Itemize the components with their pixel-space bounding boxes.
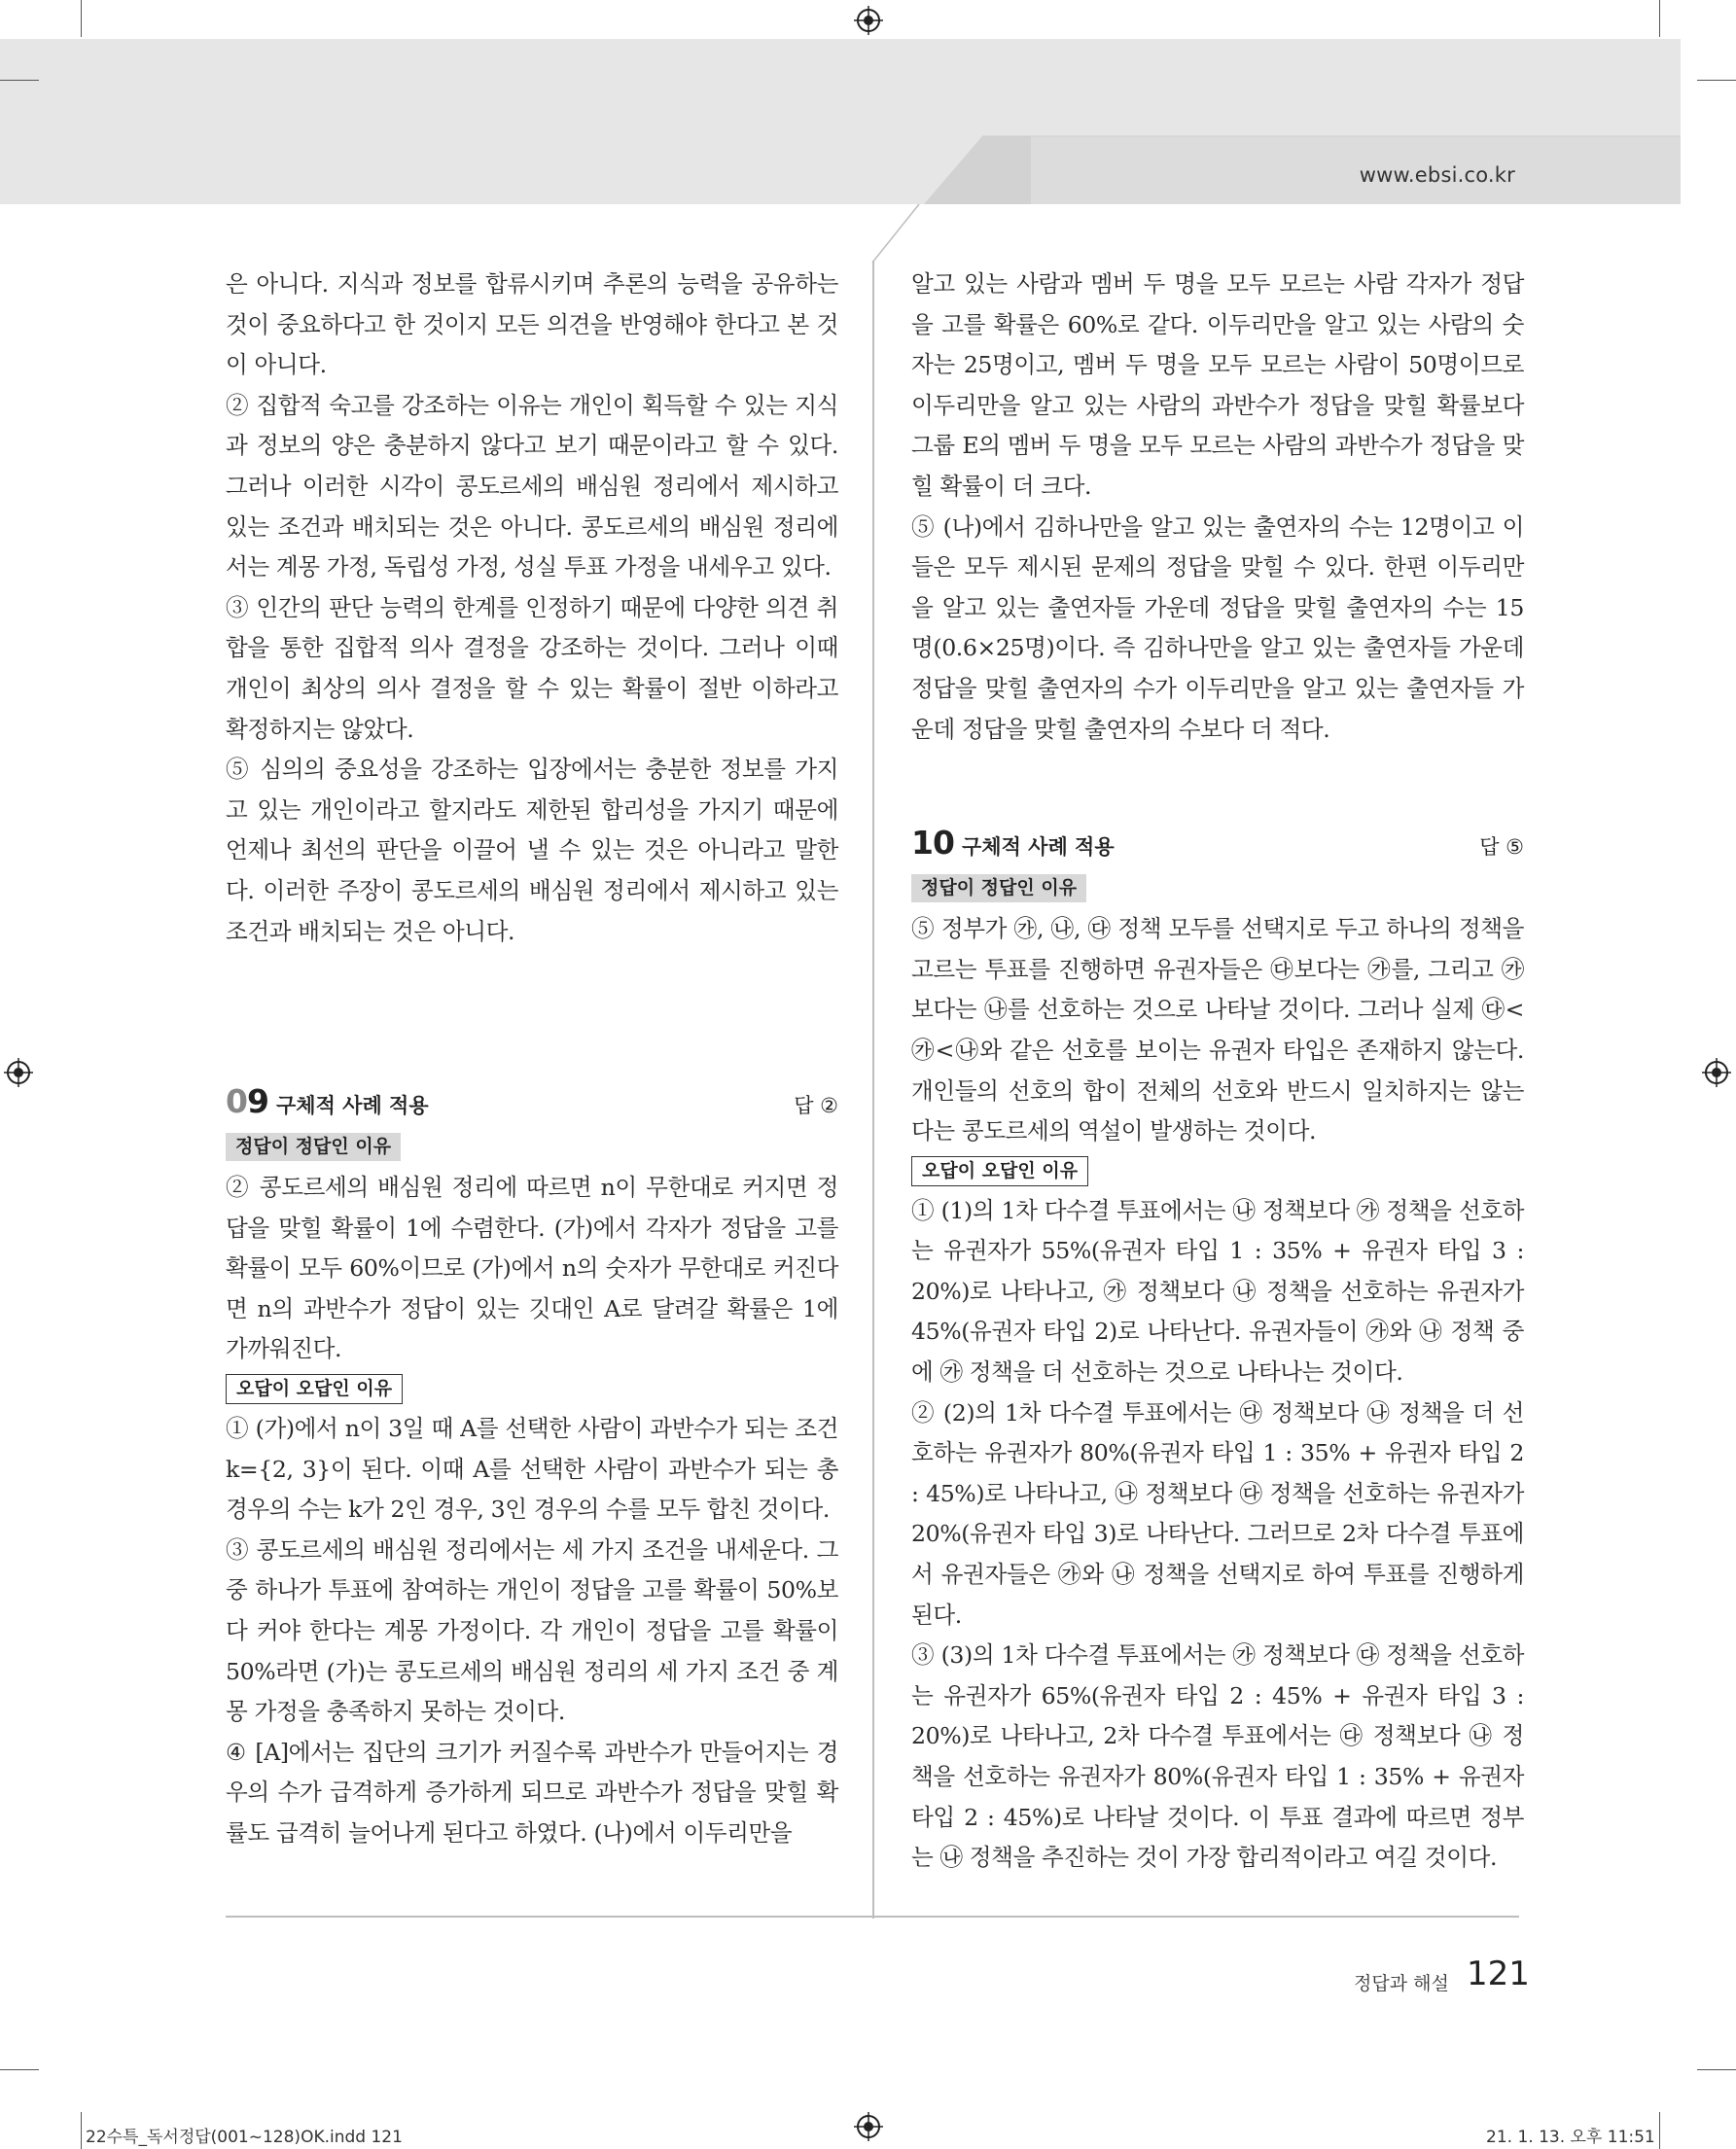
correct-tag-row [911, 870, 1524, 909]
spacer [911, 750, 1524, 820]
right-column [911, 264, 1524, 1879]
left-intro-paragraph: ⑤ 심의의 중요성을 강조하는 입장에서는 충분한 정보를 가지고 있는 개인이라고 할지라도 제한된 합리성을 가지기 때문에 언제나 최선의 판단을 이끌어 낼 수 있는 것은 아니라고 말한다. 이러한 주장이 콩도르세의 배심원 정리에서 제시하고 있는 조건과 배치되는 것은 아니다. [226, 756, 838, 945]
footer-label: 정답과 해설 [1354, 1973, 1449, 1994]
correct-reason-tag: 정답이 정답인 이유 [226, 1133, 401, 1161]
bottom-rule [226, 1916, 1519, 1918]
crop-mark-top-left [81, 0, 82, 37]
crop-mark-right-bottom [1697, 2069, 1736, 2070]
wrong-reason-tag: 오답이 오답인 이유 [911, 1156, 1088, 1186]
section-title: 구체적 사례 적용 [276, 1094, 429, 1118]
header-url[interactable]: www.ebsi.co.kr [1359, 163, 1515, 187]
registration-mark-right [1702, 1058, 1731, 1087]
wrong-reason-tag: 오답이 오답인 이유 [226, 1374, 403, 1404]
crop-mark-left-top [0, 80, 39, 81]
header-diagonal-decoration [0, 0, 1736, 272]
wrong-paragraph: ③ 콩도르세의 배심원 정리에서는 세 가지 조건을 내세운다. 그중 하나가 투표에 참여하는 개인이 정답을 고를 확률이 50%보다 커야 한다는 계몽 가정이다. 각 개인이 정답을 고를 확률이 50%라면 (가)는 콩도르세의 배심원 정리의 세 가지 조건 중 계몽 가정을 충족하지 못하는 것이다. [226, 1535, 838, 1726]
crop-mark-right-top [1697, 80, 1736, 81]
registration-mark-bottom [854, 2112, 883, 2141]
left-intro-paragraph: 은 아니다. 지식과 정보를 합류시키며 추론의 능력을 공유하는 것이 중요하다고 한 것이지 모든 의견을 반영해야 한다고 본 것이 아니다. [226, 270, 838, 379]
wrong-tag-row [226, 1370, 838, 1409]
print-slug-filename: 22수특_독서정답(001~128)OK.indd 121 [86, 2128, 403, 2147]
right-intro-paragraph: ⑤ (나)에서 김하나만을 알고 있는 출연자의 수는 12명이고 이들은 모두 제시된 문제의 정답을 맞힐 수 있다. 한편 이두리만을 알고 있는 출연자들 가운데 정답을 맞힐 출연자의 수는 15명(0.6×25명)이다. 즉 김하나만을 알고 있는 출연자들 가운데 정답을 맞힐 출연자의 수가 이두리만을 알고 있는 출연자들 가운데 정답을 맞힐 출연자의 수보다 더 적다. [911, 512, 1524, 743]
wrong-tag-row [911, 1152, 1524, 1191]
left-intro-paragraph: ③ 인간의 판단 능력의 한계를 인정하기 때문에 다양한 의견 취합을 통한 집합적 의사 결정을 강조하는 것이다. 그러나 이때 개인이 최상의 의사 결정을 할 수 있는 확률이 절반 이하라고 확정하지는 않았다. [226, 593, 838, 743]
wrong-paragraph: ② (2)의 1차 다수결 투표에서는 ㉰ 정책보다 ㉯ 정책을 더 선호하는 유권자가 80%(유권자 타입 1 : 35% + 유권자 타입 2 : 45%)로 나타나고, ㉯ 정책보다 ㉰ 정책을 선호하는 유권자가 20%(유권자 타입 3)로 나타난다. 그러므로 2차 다수결 투표에서 유권자들은 ㉮와 ㉯ 정책을 선택지로 하여 투표를 진행하게 된다. [911, 1398, 1524, 1629]
correct-paragraph: ② 콩도르세의 배심원 정리에 따르면 n이 무한대로 커지면 정답을 맞힐 확률이 1에 수렴한다. (가)에서 각자가 정답을 고를 확률이 모두 60%이므로 (가)에서 n의 숫자가 무한대로 커진다면 n의 과반수가 정답이 있는 깃대인 A로 달려갈 확률은 1에 가까워진다. [226, 1174, 838, 1363]
section-answer: 답 ② [794, 1094, 838, 1118]
spacer [226, 952, 838, 1078]
section-10-header [911, 820, 1524, 870]
wrong-paragraph: ④ [A]에서는 집단의 크기가 커질수록 과반수가 만들어지는 경우의 수가 급격하게 증가하게 되므로 과반수가 정답을 맞힐 확률도 급격히 늘어나게 된다고 하였다. (나)에서 이두리만을 [226, 1738, 838, 1847]
section-number: 10 [911, 824, 954, 863]
section-answer: 답 ⑤ [1479, 835, 1524, 860]
registration-mark-top [854, 6, 883, 35]
wrong-paragraph: ③ (3)의 1차 다수결 투표에서는 ㉮ 정책보다 ㉰ 정책을 선호하는 유권자가 65%(유권자 타입 2 : 45% + 유권자 타입 3 : 20%)로 나타나고, 2차 다수결 투표에서는 ㉰ 정책보다 ㉯ 정책을 선호하는 유권자가 80%(유권자 타입 1 : 35% + 유권자 타입 2 : 45%)로 나타날 것이다. 이 투표 결과에 따르면 정부는 ㉯ 정책을 추진하는 것이 가장 합리적이라고 여길 것이다. [911, 1641, 1524, 1872]
correct-paragraph: ⑤ 정부가 ㉮, ㉯, ㉰ 정책 모두를 선택지로 두고 하나의 정책을 고르는 투표를 진행하면 유권자들은 ㉰보다는 ㉮를, 그리고 ㉮보다는 ㉯를 선호하는 것으로 나타날 것이다. 그러나 실제 ㉰<㉮<㉯와 같은 선호를 보이는 유권자 타입은 존재하지 않는다. 개인들의 선호의 합이 전체의 선호와 반드시 일치하지는 않는다는 콩도르세의 역설이 발생하는 것이다. [911, 915, 1524, 1145]
right-intro-paragraph: 알고 있는 사람과 멤버 두 명을 모두 모르는 사람 각자가 정답을 고를 확률은 60%로 같다. 이두리만을 알고 있는 사람의 숫자는 25명이고, 멤버 두 명을 모두 모르는 사람이 50명이므로 이두리만을 알고 있는 사람의 과반수가 정답을 맞힐 확률보다 그룹 E의 멤버 두 명을 모두 모르는 사람의 과반수가 정답을 맞힐 확률이 더 크다. [911, 270, 1524, 500]
wrong-paragraph: ① (가)에서 n이 3일 때 A를 선택한 사람이 과반수가 되는 조건 k={2, 3}이 된다. 이때 A를 선택한 사람이 과반수가 되는 총경우의 수는 k가 2인 경우, 3인 경우의 수를 모두 합친 것이다. [226, 1415, 838, 1524]
left-intro-paragraph: ② 집합적 숙고를 강조하는 이유는 개인이 획득할 수 있는 지식과 정보의 양은 충분하지 않다고 보기 때문이라고 할 수 있다. 그러나 이러한 시각이 콩도르세의 배심원 정리에서 제시하고 있는 조건과 배치되는 것은 아니다. 콩도르세의 배심원 정리에서는 계몽 가정, 독립성 가정, 성실 투표 가정을 내세우고 있다. [226, 391, 838, 581]
registration-mark-left [4, 1058, 33, 1087]
crop-mark-bottom-right [1659, 2112, 1660, 2149]
correct-reason-tag: 정답이 정답인 이유 [911, 874, 1086, 902]
left-column [226, 264, 838, 1854]
column-divider [872, 261, 874, 1919]
crop-mark-bottom-left [81, 2112, 82, 2149]
wrong-paragraph: ① (1)의 1차 다수결 투표에서는 ㉯ 정책보다 ㉮ 정책을 선호하는 유권자가 55%(유권자 타입 1 : 35% + 유권자 타입 3 : 20%)로 나타나고, ㉮ 정책보다 ㉯ 정책을 선호하는 유권자가 45%(유권자 타입 2)로 나타난다. 유권자들이 ㉮와 ㉯ 정책 중에 ㉮ 정책을 더 선호하는 것으로 나타나는 것이다. [911, 1196, 1524, 1387]
print-slug-timestamp: 21. 1. 13. 오후 11:51 [1486, 2128, 1655, 2147]
page-number: 121 [1467, 1955, 1530, 1993]
correct-tag-row [226, 1129, 838, 1168]
section-title: 구체적 사례 적용 [962, 835, 1115, 860]
crop-mark-top-right [1659, 0, 1660, 37]
section-09-header [226, 1078, 838, 1129]
crop-mark-left-bottom [0, 2069, 39, 2070]
section-number: 09 [226, 1082, 268, 1121]
